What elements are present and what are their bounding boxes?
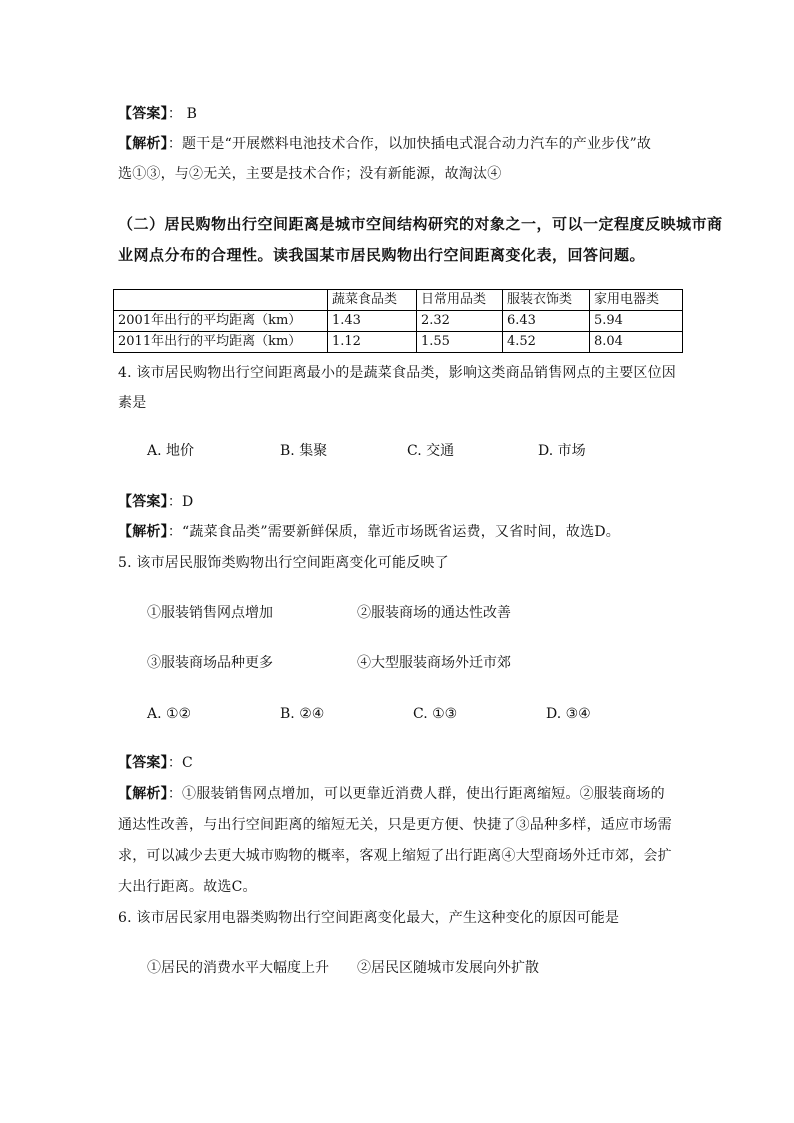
section-heading-line-2: 业网点分布的合理性。读我国某市居民购物出行空间距离变化表，回答问题。 <box>118 246 646 264</box>
table-header-cell: 日常用品类 <box>417 290 503 311</box>
q4-option-a: A. 地价 <box>147 443 195 459</box>
table-cell: 2001年出行的平均距离（km） <box>114 311 328 332</box>
analysis-text: ：“蔬菜食品类”需要新鲜保质，靠近市场既省运费，又省时间，故选D。 <box>167 524 620 540</box>
q4-stem-line-2: 素是 <box>118 395 147 411</box>
table-cell: 8.04 <box>590 332 683 353</box>
table-cell: 6.43 <box>503 311 590 332</box>
table-cell: 2.32 <box>417 311 503 332</box>
q5-analysis-line-2: 通达性改善，与出行空间距离的缩短无关，只是更方便、快捷了③品种多样，适应市场需 <box>118 817 672 833</box>
q5-statement-3: ③服装商场品种更多 <box>147 655 273 671</box>
q5-answer-line <box>118 753 193 773</box>
table-header-cell: 蔬菜食品类 <box>328 290 417 311</box>
q5-option-b: B. ②④ <box>280 706 325 722</box>
table-cell: 1.55 <box>417 332 503 353</box>
table-header-cell <box>114 290 328 311</box>
answer-value: ： B <box>167 106 198 122</box>
answer-label: 【答案】 <box>118 106 168 122</box>
q5-stem: 5. 该市居民服饰类购物出行空间距离变化可能反映了 <box>118 555 449 571</box>
q5-option-d: D. ③④ <box>546 706 591 722</box>
table-cell: 5.94 <box>590 311 683 332</box>
q4-analysis-line <box>118 522 620 542</box>
q6-statement-2: ②居民区随城市发展向外扩散 <box>357 960 539 976</box>
q5-statement-2: ②服装商场的通达性改善 <box>357 605 511 621</box>
table-row <box>114 311 683 332</box>
table-row <box>114 332 683 353</box>
answer-label: 【答案】 <box>118 755 168 771</box>
answer-label: 【答案】 <box>118 494 168 510</box>
analysis-text: ：①服装销售网点增加，可以更靠近消费人群，使出行距离缩短。②服装商场的 <box>167 786 665 802</box>
table-cell: 1.43 <box>328 311 417 332</box>
q6-stem: 6. 该市居民家用电器类购物出行空间距离变化最大，产生这种变化的原因可能是 <box>118 910 620 926</box>
analysis-label: 【解析】 <box>118 524 168 540</box>
section-heading-line-1: （二）居民购物出行空间距离是城市空间结构研究的对象之一，可以一定程度反映城市商 <box>118 215 723 233</box>
table-header-cell: 家用电器类 <box>590 290 683 311</box>
q5-statement-1: ①服装销售网点增加 <box>147 605 273 621</box>
analysis-label: 【解析】 <box>118 136 168 152</box>
table-cell: 4.52 <box>503 332 590 353</box>
q5-analysis-line-1 <box>118 784 665 804</box>
table-header-row <box>114 290 683 311</box>
q3-analysis-line-1 <box>118 134 651 154</box>
q4-option-d: D. 市场 <box>538 443 586 459</box>
q3-analysis-line-2: 选①③，与②无关，主要是技术合作；没有新能源，故淘汰④ <box>118 166 502 182</box>
q4-option-b: B. 集聚 <box>280 443 328 459</box>
q5-analysis-line-4: 大出行距离。故选C。 <box>118 879 257 895</box>
table-cell: 2011年出行的平均距离（km） <box>114 332 328 353</box>
q3-answer-line <box>118 104 197 124</box>
q5-statement-4: ④大型服装商场外迁市郊 <box>357 655 511 671</box>
answer-value: ：C <box>167 755 193 771</box>
distance-table <box>113 289 683 353</box>
table-cell: 1.12 <box>328 332 417 353</box>
analysis-text: ：题干是“开展燃料电池技术合作，以加快插电式混合动力汽车的产业步伐”故 <box>167 136 652 152</box>
q5-option-a: A. ①② <box>147 706 192 722</box>
q5-option-c: C. ①③ <box>413 706 458 722</box>
q5-analysis-line-3: 求，可以减少去更大城市购物的概率，客观上缩短了出行距离④大型商场外迁市郊，会扩 <box>118 848 672 864</box>
q6-statement-1: ①居民的消费水平大幅度上升 <box>147 960 329 976</box>
q4-stem-line-1: 4. 该市居民购物出行空间距离最小的是蔬菜食品类，影响这类商品销售网点的主要区位因 <box>118 365 677 381</box>
table-header-cell: 服装衣饰类 <box>503 290 590 311</box>
answer-value: ：D <box>167 494 194 510</box>
q4-answer-line <box>118 492 193 512</box>
analysis-label: 【解析】 <box>118 786 168 802</box>
q4-option-c: C. 交通 <box>407 443 455 459</box>
